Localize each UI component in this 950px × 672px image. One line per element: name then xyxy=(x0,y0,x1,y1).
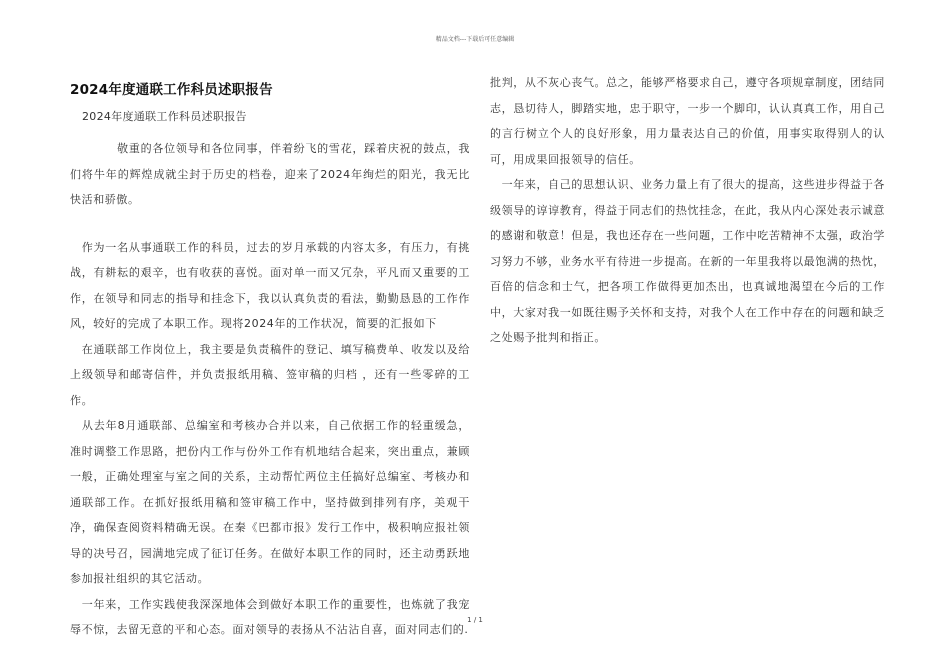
paragraph-work-details: 从去年8月通联部、总编室和考核办合并以来，自己依据工作的轻重缓急，准时调整工作思路，把份内工作与份外工作有机地结合起来，突出重点，兼顾一般，正确处理室与室之间的关系，主动帮忙两位主任搞好总编室、考核办和通联部工作。在抓好报纸用稿和签审稿工作中，坚持做到排列有序，美观干净，确保查阅资料精确无误。在秦《巴都市报》发行工作中，极积响应报社领导的决号召，园满地完成了征订任务。在做好本职工作的同时，还主动勇跃地参加报社组织的其它活动。 xyxy=(70,419,470,585)
right-column xyxy=(490,70,885,351)
paragraph-duties: 在通联部工作岗位上，我主要是负责稿件的登记、填写稿费单、收发以及给上级领导和邮寄信件，并负责报纸用稿、签审稿的归档 ，还有一些零碎的工作。 xyxy=(70,342,470,407)
paragraph-spacer xyxy=(70,213,470,235)
document-subtitle: 2024年度通联工作科员述职报告 xyxy=(82,110,247,123)
left-column xyxy=(70,70,470,643)
paragraph-greeting: 敬重的各位领导和各位同事，伴着纷飞的雪花，踩着庆祝的鼓点，我们将牛年的辉煌成就尘封于历史的档卷，迎来了2024年绚烂的阳光，我无比快活和骄傲。 xyxy=(70,142,470,206)
paragraph-reflection: 一年来，工作实践使我深深地体会到做好本职工作的重要性，也炼就了我宠辱不惊，去留无意的平和心态。面对领导的表扬从不沾沾自喜，面对同志们的. xyxy=(70,597,470,636)
paragraph-continuation: 批判，从不灰心丧气。总之，能够严格要求自己，遵守各项规章制度，团结同志，恳切待人，脚踏实地，忠于职守，一步一个脚印，认认真真工作，用自己的言行树立个人的良好形象，用力量表达自己的价值，用事实取得别人的认可，用成果回报领导的信任。 xyxy=(490,76,885,166)
paragraph-conclusion: 一年来，自己的思想认识、业务力量上有了很大的提高，这些进步得益于各级领导的谆谆教育，得益于同志们的热忱挂念，在此，我从内心深处表示诚意的感谢和敬意！但是，我也还存在一些问题，工作中吃苦精神不太强，政治学习努力不够，业务水平有待进一步提高。在新的一年里我将以最饱满的热忱，百倍的信念和士气，把各项工作做得更加杰出，也真诚地渴望在今后的工作中，大家对我一如既往赐予关怀和支持，对我个人在工作中存在的问题和缺乏之处赐予批判和指正。 xyxy=(490,178,885,344)
header-note: 精品文档---下载后可任意编辑 xyxy=(435,36,515,43)
page-indicator: 1 / 1 xyxy=(467,616,483,624)
paragraph-intro: 作为一名从事通联工作的科员，过去的岁月承载的内容太多，有压力，有挑战，有耕耘的艰辛，也有收获的喜悦。面对单一而又冗杂，平凡而又重要的工作，在领导和同志的指导和挂念下，我以认真负责的看法，勤勤恳恳的工作作风，较好的完成了本职工作。现将2024年的工作状况，简要的汇报如下 xyxy=(70,240,470,330)
document-title: 2024年度通联工作科员述职报告 xyxy=(70,82,273,98)
